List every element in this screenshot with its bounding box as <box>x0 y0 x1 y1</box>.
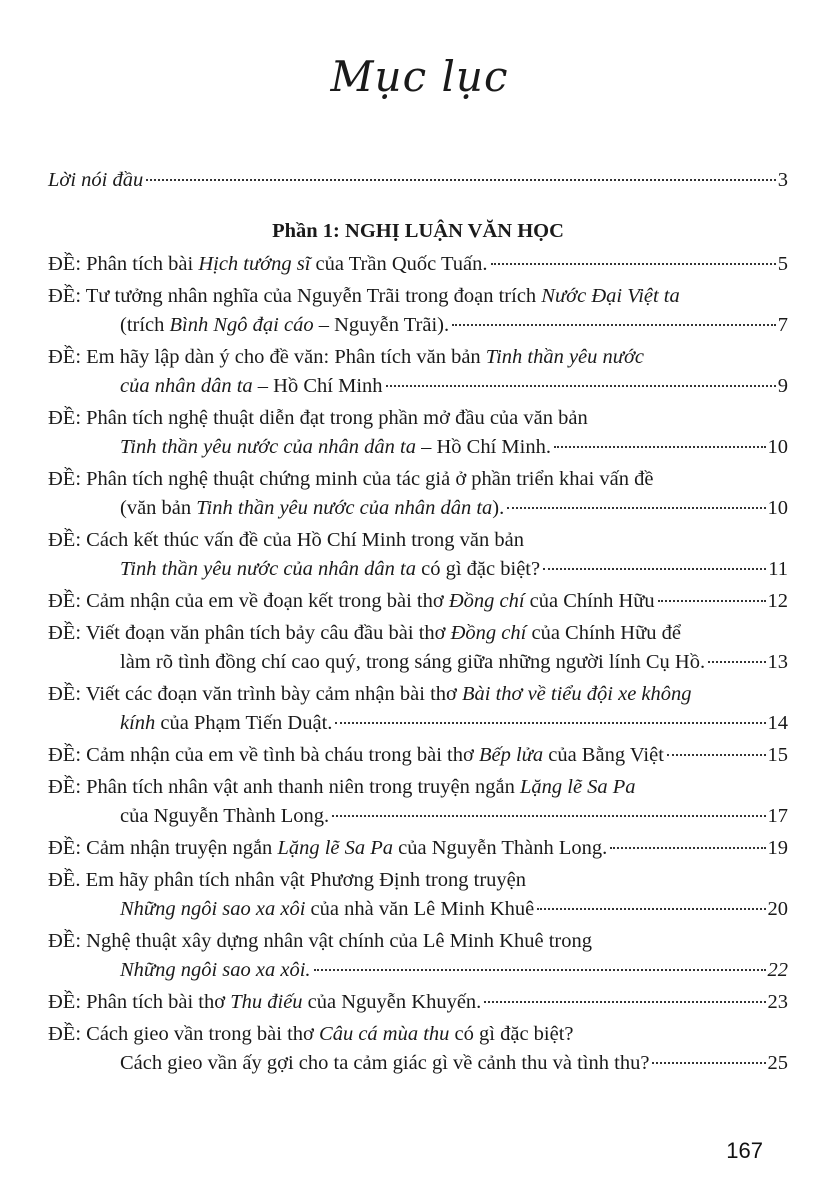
toc-entry-text <box>120 555 540 584</box>
toc-entry-page: 20 <box>767 898 788 920</box>
work-title: Đồng chí <box>450 622 527 644</box>
text-segment: của Chính Hữu để <box>526 622 681 644</box>
work-title: Những ngôi sao xa xôi. <box>120 959 311 981</box>
toc-entries <box>48 250 788 1078</box>
work-title: Tinh thần yêu nước <box>485 346 645 368</box>
leader-dots <box>452 323 776 326</box>
toc-entry-text <box>48 866 526 895</box>
leader-dots <box>314 968 766 971</box>
toc-intro[interactable] <box>48 166 788 195</box>
toc-entry-page: 19 <box>767 837 788 859</box>
text-segment: ĐỀ: Phân tích nghệ thuật chứng minh của tác giả ở phần triển khai vấn đề <box>48 468 654 490</box>
toc-entry[interactable] <box>48 343 788 401</box>
text-segment: ĐỀ: Phân tích bài <box>48 253 199 275</box>
text-segment: của Nguyễn Khuyến. <box>302 991 482 1013</box>
leader-dots <box>610 846 765 849</box>
toc-entry-text <box>120 1049 649 1078</box>
leader-dots <box>335 721 765 724</box>
work-title: Lặng lẽ Sa Pa <box>519 776 636 798</box>
section-title: Phần 1: NGHỊ LUẬN VĂN HỌC <box>272 220 564 242</box>
toc-entry[interactable] <box>48 834 788 863</box>
toc-entry[interactable] <box>48 587 788 616</box>
toc-entry-page: 14 <box>767 712 788 734</box>
work-title: Tinh thần yêu nước của nhân dân ta <box>120 436 416 458</box>
toc-entry[interactable] <box>48 988 788 1017</box>
text-segment: ĐỀ. Em hãy phân tích nhân vật Phương Định trong truyện <box>48 869 526 891</box>
toc-entry-text <box>120 433 551 462</box>
leader-dots <box>708 660 765 663</box>
leader-dots <box>667 753 766 756</box>
text-segment: ĐỀ: Viết đoạn văn phân tích bảy câu đầu bài thơ <box>48 622 451 644</box>
text-segment: có gì đặc biệt? <box>449 1023 574 1045</box>
toc-entry-text <box>48 587 655 616</box>
text-segment: ĐỀ: Cảm nhận của em về tình bà cháu trong bài thơ <box>48 744 479 766</box>
toc-entry[interactable] <box>48 526 788 584</box>
leader-dots <box>658 599 766 602</box>
toc-entry-text <box>48 343 644 372</box>
toc-entry-text <box>48 282 680 311</box>
toc-entry-text <box>120 372 383 401</box>
toc-entry[interactable] <box>48 773 788 831</box>
work-title: Hịch tướng sĩ <box>198 253 311 275</box>
toc-entry-text <box>48 1020 574 1049</box>
text-segment: ). <box>492 497 505 519</box>
leader-dots <box>491 262 776 265</box>
leader-dots <box>543 567 766 570</box>
text-segment: ĐỀ: Cảm nhận truyện ngắn <box>48 837 278 859</box>
work-title: Bài thơ về tiểu đội xe không <box>461 683 692 705</box>
text-segment: có gì đặc biệt? <box>416 558 541 580</box>
text-segment: ĐỀ: Nghệ thuật xây dựng nhân vật chính của Lê Minh Khuê trong <box>48 930 592 952</box>
text-segment: ĐỀ: Phân tích nghệ thuật diễn đạt trong phần mở đầu của văn bản <box>48 407 588 429</box>
toc-entry-text <box>120 895 534 924</box>
toc-entry-text <box>48 404 588 433</box>
leader-dots <box>332 814 765 817</box>
toc-entry[interactable] <box>48 404 788 462</box>
work-title: Những ngôi sao xa xôi <box>120 898 306 920</box>
work-title: Đồng chí <box>448 590 525 612</box>
text-segment: Cách gieo vần ấy gợi cho ta cảm giác gì về cảnh thu và tình thu? <box>120 1052 650 1074</box>
toc-entry-page: 22 <box>767 959 788 981</box>
leader-dots <box>507 506 765 509</box>
leader-dots <box>652 1061 765 1064</box>
toc-entry-page: 13 <box>767 651 788 673</box>
text-segment: của nhà văn Lê Minh Khuê <box>305 898 535 920</box>
leader-dots <box>386 384 776 387</box>
toc-entry-text <box>48 680 692 709</box>
text-segment: (trích <box>120 314 170 336</box>
toc-entry-page: 15 <box>767 744 788 766</box>
leader-dots <box>484 1000 765 1003</box>
text-segment: làm rõ tình đồng chí cao quý, trong sáng giữa những người lính Cụ Hồ. <box>120 651 706 673</box>
text-segment: ĐỀ: Phân tích bài thơ <box>48 991 231 1013</box>
toc-entry-text <box>48 465 653 494</box>
page-title: Mục lục <box>330 52 509 101</box>
toc-entry-text <box>120 709 332 738</box>
work-title: Tinh thần yêu nước của nhân dân ta <box>120 558 416 580</box>
text-segment: của Bằng Việt <box>543 744 664 766</box>
toc-entry-text <box>48 927 592 956</box>
toc-entry-text <box>48 526 524 555</box>
text-segment: ĐỀ: Cảm nhận của em về đoạn kết trong bài thơ <box>48 590 449 612</box>
toc-entry-text <box>48 834 607 863</box>
leader-dots <box>146 178 776 181</box>
text-segment: ĐỀ: Viết các đoạn văn trình bày cảm nhận bài thơ <box>48 683 462 705</box>
work-title: Lặng lẽ Sa Pa <box>277 837 394 859</box>
toc-entry-text <box>48 250 488 279</box>
toc-entry[interactable] <box>48 1020 788 1078</box>
toc-entry[interactable] <box>48 927 788 985</box>
text-segment: của Phạm Tiến Duật. <box>155 712 333 734</box>
toc-entry-page: 11 <box>768 558 788 580</box>
leader-dots <box>537 907 765 910</box>
work-title: Thu điếu <box>230 991 303 1013</box>
work-title: của nhân dân ta <box>120 375 253 397</box>
toc-entry-text <box>120 494 504 523</box>
page-number: 167 <box>726 1138 763 1163</box>
text-segment: của Trần Quốc Tuấn. <box>310 253 488 275</box>
toc-entry[interactable] <box>48 465 788 523</box>
toc-entry-text <box>48 741 664 770</box>
work-title: kính <box>120 712 156 734</box>
work-title: Câu cá mùa thu <box>319 1023 450 1045</box>
toc-intro-text: Lời nói đầu <box>48 169 144 191</box>
text-segment: của Nguyễn Thành Long. <box>393 837 608 859</box>
toc-entry-text <box>48 988 481 1017</box>
text-segment: ĐỀ: Cách kết thúc vấn đề của Hồ Chí Minh trong văn bản <box>48 529 524 551</box>
text-segment: – Hồ Chí Minh <box>252 375 383 397</box>
toc-entry-page: 17 <box>767 805 788 827</box>
toc-entry-text <box>48 619 681 648</box>
toc-entry[interactable] <box>48 619 788 677</box>
text-segment: (văn bản <box>120 497 197 519</box>
toc-entry[interactable] <box>48 866 788 924</box>
toc-entry-page: 23 <box>767 991 788 1013</box>
text-segment: ĐỀ: Cách gieo vần trong bài thơ <box>48 1023 320 1045</box>
table-of-contents <box>48 166 788 1078</box>
toc-entry[interactable] <box>48 741 788 770</box>
text-segment: ĐỀ: Em hãy lập dàn ý cho đề văn: Phân tích văn bản <box>48 346 486 368</box>
text-segment: ĐỀ: Tư tưởng nhân nghĩa của Nguyễn Trãi trong đoạn trích <box>48 285 542 307</box>
work-title: Tinh thần yêu nước của nhân dân ta <box>196 497 493 519</box>
work-title: Bếp lửa <box>478 744 544 766</box>
toc-entry[interactable] <box>48 282 788 340</box>
toc-entry-text <box>120 648 705 677</box>
toc-entry-text <box>120 802 329 831</box>
toc-entry-page: 12 <box>767 590 788 612</box>
toc-entry[interactable] <box>48 250 788 279</box>
toc-entry-text <box>120 956 311 985</box>
toc-entry-page: 25 <box>767 1052 788 1074</box>
toc-entry-page: 5 <box>777 253 788 275</box>
toc-entry-text <box>120 311 449 340</box>
leader-dots <box>554 445 766 448</box>
work-title: Nước Đại Việt ta <box>541 285 680 307</box>
toc-entry-text <box>48 773 636 802</box>
toc-entry-page: 10 <box>767 497 788 519</box>
toc-entry-page: 10 <box>767 436 788 458</box>
toc-entry-page: 7 <box>777 314 788 336</box>
text-segment: ĐỀ: Phân tích nhân vật anh thanh niên trong truyện ngắn <box>48 776 520 798</box>
toc-entry-page: 9 <box>777 375 788 397</box>
text-segment: của Chính Hữu <box>524 590 655 612</box>
work-title: Bình Ngô đại cáo <box>169 314 314 336</box>
toc-intro-page: 3 <box>777 169 788 191</box>
toc-entry[interactable] <box>48 680 788 738</box>
text-segment: – Nguyễn Trãi). <box>313 314 450 336</box>
text-segment: của Nguyễn Thành Long. <box>120 805 330 827</box>
text-segment: – Hồ Chí Minh. <box>416 436 551 458</box>
